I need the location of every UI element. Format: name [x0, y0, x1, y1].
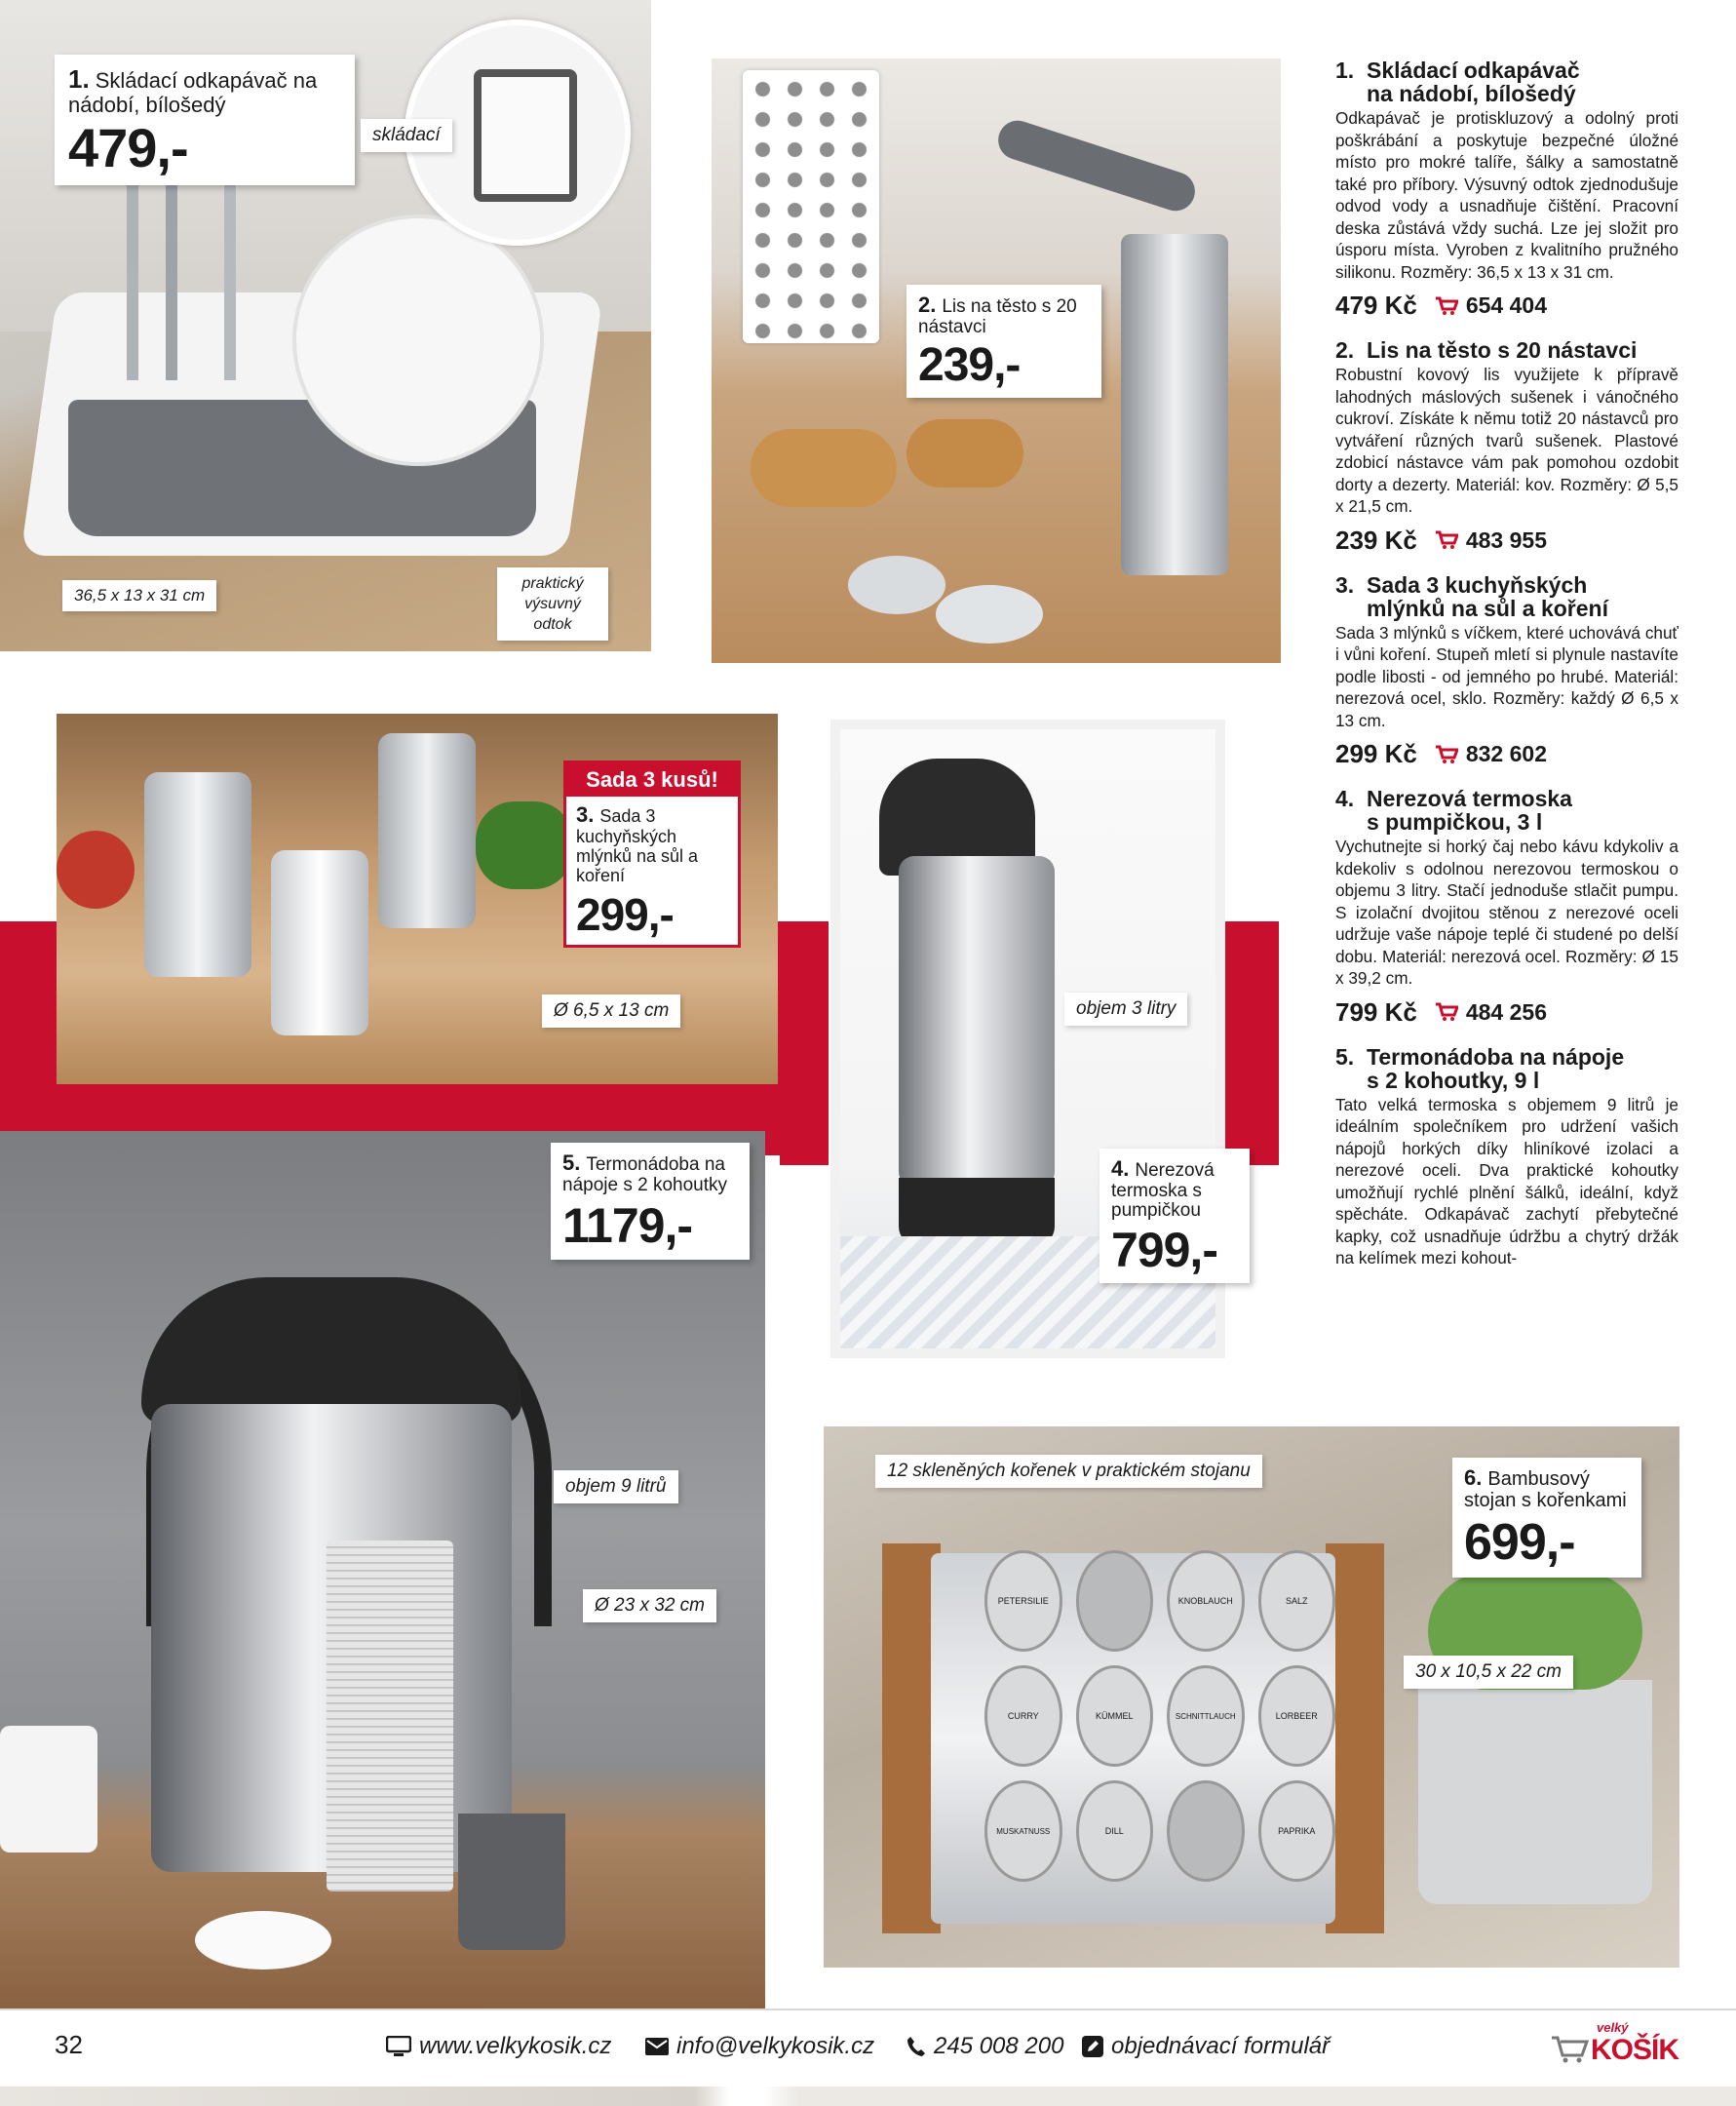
label-jars: 12 skleněných kořenek v praktickém stojanu — [875, 1455, 1262, 1488]
spice-jar: DILL — [1076, 1780, 1154, 1882]
envelope-icon — [645, 2038, 669, 2055]
product-text: Vychutnejte si horký čaj nebo kávu kdykoliv a kdekoliv s odolnou nerezovou termoskou o objemu 3 litry. Stačí jednoduše stlačit pumpu. S izolační dvojitou stěnou z nerezové oceli udržuje vaše nápoje teplé či studené po delší dobu. Materiál: nerezová ocel. Rozměry: Ø 15 x 39,2 cm. — [1335, 837, 1678, 988]
spice-jar: KÜMMEL — [1076, 1665, 1154, 1767]
cart-icon — [1435, 530, 1458, 550]
tag-name: Lis na těsto s 20 nástavci — [918, 296, 1077, 337]
cart-icon — [1435, 745, 1458, 764]
phone-icon — [907, 2036, 926, 2057]
product-title — [1335, 58, 1678, 105]
footer-email-text: info@velkykosik.cz — [676, 2033, 875, 2059]
tag-num: 2. — [918, 292, 937, 317]
price-tag-3 — [563, 760, 741, 948]
monitor-icon — [386, 2036, 411, 2057]
logo-small-text: velký — [1597, 2020, 1629, 2035]
price: 799 Kč — [1335, 996, 1417, 1027]
product-num: 1. — [1335, 58, 1355, 83]
product-num: 3. — [1335, 571, 1355, 598]
title-line-1: Skládací odkapávač — [1367, 58, 1580, 83]
next-page-strip — [0, 2086, 1736, 2106]
label-drain: praktický výsuvný odtok — [497, 567, 608, 641]
title-line-1: Termonádoba na nápoje — [1367, 1043, 1625, 1070]
spice-jar: PETERSILIE — [984, 1550, 1062, 1652]
tag-price: 479,- — [68, 117, 188, 178]
spice-jar: PAPRIKA — [1258, 1780, 1336, 1882]
velky-kosik-logo — [1550, 2020, 1686, 2067]
label-size-3: Ø 6,5 x 13 cm — [542, 994, 680, 1028]
label-size-6: 30 x 10,5 x 22 cm — [1404, 1656, 1573, 1689]
product-text: Tato velká termoska s objemem 9 litrů je ideálním společníkem pro udržení vašich nápojů horkých díky hliníkové izolaci a nerezové oceli. Dva praktické kohoutky umožňují rychlé plnění šálků, ideální, když spěcháte. Odkapávač zachytí přebytečné kapky, což usnadňuje údržbu a chytrý držák na kelímek mezi kohout- — [1335, 1094, 1678, 1268]
tag-num: 4. — [1111, 1156, 1130, 1181]
product-title — [1335, 573, 1678, 620]
tag-num: 1. — [68, 64, 90, 94]
product-desc-5 — [1335, 1045, 1678, 1269]
price-tag-1 — [55, 55, 355, 185]
edit-form-icon — [1082, 2036, 1103, 2057]
product-price-row — [1335, 739, 1678, 769]
photo-beverage-dispenser — [0, 1131, 765, 2008]
tag-price: 239,- — [918, 339, 1021, 391]
order-code: 484 256 — [1465, 998, 1547, 1025]
price-tag-4 — [1099, 1149, 1250, 1283]
price-tag-2 — [907, 285, 1101, 398]
tag-price: 299,- — [576, 889, 674, 940]
price-tag-6 — [1452, 1458, 1641, 1578]
tag-price: 699,- — [1464, 1514, 1575, 1571]
order-code: 654 404 — [1465, 292, 1547, 318]
tag-num: 5. — [562, 1150, 581, 1175]
product-title — [1335, 787, 1678, 834]
red-band-middle — [780, 921, 829, 1165]
product-title — [1335, 338, 1678, 362]
price: 239 Kč — [1335, 525, 1417, 555]
product-price-row — [1335, 997, 1678, 1028]
label-volume-4: objem 3 litry — [1064, 993, 1187, 1026]
spice-jar: SALZ — [1258, 1550, 1336, 1652]
product-desc-2 — [1335, 338, 1678, 556]
spice-jar: SCHNITTLAUCH — [1167, 1665, 1245, 1767]
spice-jar-grid — [984, 1550, 1335, 1882]
tag-price: 1179,- — [562, 1198, 693, 1253]
product-text: Sada 3 mlýnků s víčkem, které uchovává chuť i vůni koření. Stupeň mletí si plynule nastavíte podle libosti - od jemného po hrubé. Materiál: nerezová ocel, sklo. Rozměry: každý Ø 6,5 x 13 cm. — [1335, 622, 1678, 730]
product-desc-3 — [1335, 573, 1678, 770]
spice-jar — [1167, 1780, 1245, 1882]
label-size-1: 36,5 x 13 x 31 cm — [62, 580, 216, 611]
product-num: 4. — [1335, 786, 1355, 811]
tag-name: Bambusový stojan s kořenkami — [1464, 1468, 1627, 1511]
footer-web-link[interactable] — [386, 2033, 611, 2060]
cart-icon — [1435, 1002, 1458, 1022]
footer-order-form-link[interactable] — [1082, 2033, 1330, 2060]
cart-icon — [1435, 296, 1458, 316]
red-band-right — [1225, 921, 1279, 1165]
label-size-5: Ø 23 x 32 cm — [583, 1589, 716, 1622]
price: 299 Kč — [1335, 739, 1417, 768]
nozzle-card — [743, 70, 879, 343]
product-text: Odkapávač je protiskluzový a odolný proti poškrábání a poskytuje bezpečné úložné místo pro mokré talíře, šálky a samostatně také pro příbory. Výsuvný odtok zjednodušuje odvod vody a usnadňuje čištění. Pracovní deska zůstává vždy suchá. Lze jej složit pro úsporu místa. Vyroben z kvalitního pružného silikonu. Rozměry: 36,5 x 13 x 31 cm. — [1335, 108, 1678, 282]
tag-num: 3. — [576, 802, 595, 827]
footer-web-text: www.velkykosik.cz — [419, 2033, 612, 2059]
footer-phone-text: 245 008 200 — [934, 2033, 1064, 2059]
product-price-row — [1335, 291, 1678, 321]
tag-num: 6. — [1464, 1465, 1483, 1490]
label-volume-5: objem 9 litrů — [554, 1470, 678, 1503]
product-title — [1335, 1045, 1678, 1092]
product-desc-1 — [1335, 58, 1678, 321]
price-tag-5 — [551, 1143, 750, 1260]
product-desc-4 — [1335, 787, 1678, 1028]
tag-name: Nerezová termoska s pumpičkou — [1111, 1160, 1215, 1221]
product-num: 5. — [1335, 1043, 1355, 1070]
title-line-2: s pumpičkou, 3 l — [1367, 809, 1543, 835]
tag-price: 799,- — [1111, 1223, 1217, 1277]
title-line-2: s 2 kohoutky, 9 l — [1367, 1067, 1540, 1093]
footer-order-form-text: objednávací formulář — [1111, 2033, 1331, 2059]
product-price-row — [1335, 526, 1678, 556]
title-line-2: na nádobí, bílošedý — [1367, 81, 1576, 106]
set-badge: Sada 3 kusů! — [566, 763, 738, 797]
title-line-1: Nerezová termoska — [1367, 786, 1572, 811]
order-code: 832 602 — [1465, 741, 1547, 766]
spice-jar: CURRY — [984, 1665, 1062, 1767]
title-line-1: Sada 3 kuchyňských — [1367, 571, 1588, 598]
spice-jar: LORBEER — [1258, 1665, 1336, 1767]
spice-jar — [1076, 1550, 1154, 1652]
footer-phone-link[interactable] — [907, 2033, 1063, 2060]
tag-name: Sada 3 kuchyňských mlýnků na sůl a koření — [576, 806, 699, 885]
spice-jar: KNOBLAUCH — [1167, 1550, 1245, 1652]
tag-name: Termonádoba na nápoje s 2 kohoutky — [562, 1154, 728, 1195]
label-folding: skládací — [361, 119, 452, 152]
product-num: 2. — [1335, 337, 1355, 363]
product-descriptions — [1335, 58, 1678, 1287]
basket-icon — [1550, 2032, 1589, 2063]
price: 479 Kč — [1335, 291, 1417, 320]
footer-email-link[interactable] — [645, 2033, 874, 2060]
tag-name: Skládací odkapávač na nádobí, bílošedý — [68, 68, 318, 117]
logo-big-text: KOŠÍK — [1591, 2034, 1679, 2066]
order-code: 483 955 — [1465, 526, 1547, 553]
product-text: Robustní kovový lis využijete k přípravě lahodných máslových sušenek i vánočného cukroví. Získáte k němu totiž 20 nástavců pro vytváření různých tvarů sušenek. Plastové zdobicí nástavce vám pak pomohou ozdobit dorty a dezerty. Materiál: kov. Rozměry: Ø 5,5 x 21,5 cm. — [1335, 365, 1678, 516]
title-line-1: Lis na těsto s 20 nástavci — [1367, 337, 1638, 363]
title-line-2: mlýnků na sůl a koření — [1367, 595, 1608, 621]
page-number: 32 — [55, 2030, 83, 2059]
spice-jar: MUSKATNUSS — [984, 1780, 1062, 1882]
